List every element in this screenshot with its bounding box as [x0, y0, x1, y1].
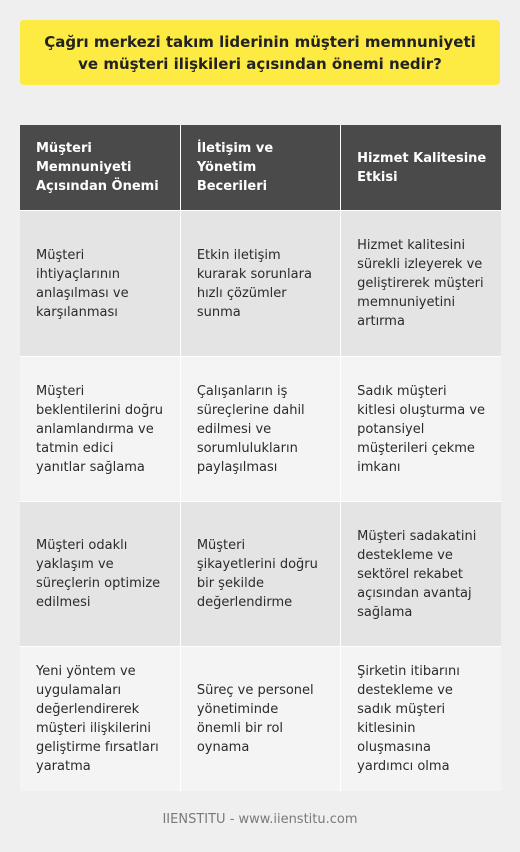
- table-cell: Müşteri şikayetlerini doğru bir şekilde değerlendirme: [180, 502, 340, 647]
- footer-credit: IIENSTITU - www.iienstitu.com: [162, 812, 358, 827]
- table-cell: Hizmet kalitesini sürekli izleyerek ve geliştirerek müşteri memnuniyetini artırma: [341, 211, 501, 357]
- table-row: [20, 357, 501, 502]
- table-cell: Müşteri odaklı yaklaşım ve süreçlerin optimize edilmesi: [20, 502, 180, 647]
- table-cell: Sadık müşteri kitlesi oluşturma ve potansiyel müşterileri çekme imkanı: [341, 357, 501, 502]
- table-row: [20, 502, 501, 647]
- table-cell: Müşteri sadakatini destekleme ve sektörel rekabet açısından avantaj sağlama: [341, 502, 501, 647]
- table-cell: Müşteri beklentilerini doğru anlamlandırma ve tatmin edici yanıtlar sağlama: [20, 357, 180, 502]
- table-cell: Süreç ve personel yönetiminde önemli bir rol oynama: [180, 647, 340, 792]
- column-header: Hizmet Kalitesine Etkisi: [341, 125, 501, 211]
- table-cell: Çalışanların iş süreçlerine dahil edilmesi ve sorumlulukların paylaşılması: [180, 357, 340, 502]
- table-row: [20, 647, 501, 792]
- column-header: İletişim ve Yönetim Becerileri: [180, 125, 340, 211]
- table-cell: Müşteri ihtiyaçlarının anlaşılması ve karşılanması: [20, 211, 180, 357]
- page-title: Çağrı merkezi takım liderinin müşteri memnuniyeti ve müşteri ilişkileri açısından önemi nedir?: [20, 20, 500, 85]
- column-header: Müşteri Memnuniyeti Açısından Önemi: [20, 125, 180, 211]
- table-cell: Şirketin itibarını destekleme ve sadık müşteri kitlesinin oluşmasına yardımcı olma: [341, 647, 501, 792]
- table-cell: Yeni yöntem ve uygulamaları değerlendirerek müşteri ilişkilerini geliştirme fırsatları yaratma: [20, 647, 180, 792]
- comparison-table: [20, 125, 501, 791]
- table-cell: Etkin iletişim kurarak sorunlara hızlı çözümler sunma: [180, 211, 340, 357]
- table-row: [20, 211, 501, 357]
- table-header-row: [20, 125, 501, 211]
